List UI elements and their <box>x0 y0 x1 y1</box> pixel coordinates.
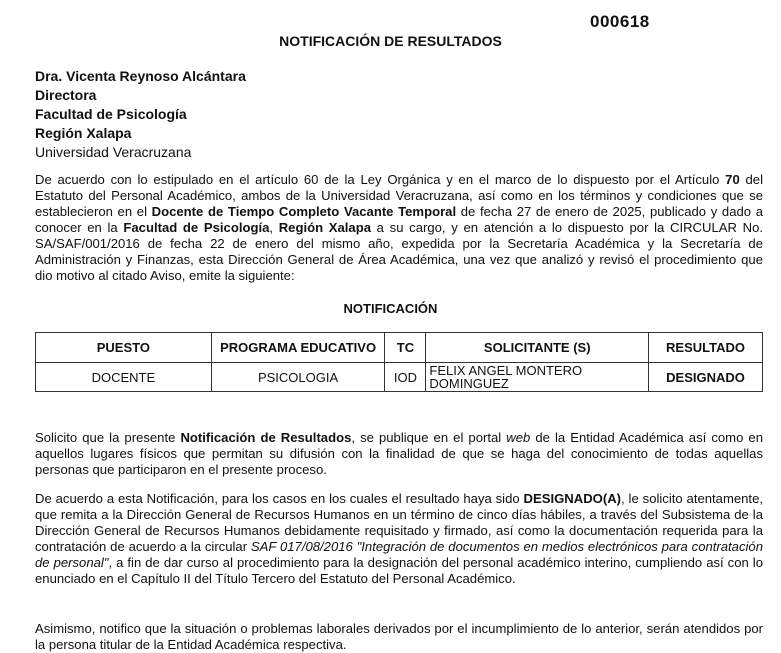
header-puesto: PUESTO <box>36 333 212 363</box>
publication-paragraph <box>35 430 763 478</box>
header-tc: TC <box>385 333 426 363</box>
cell-tc: IOD <box>385 363 426 392</box>
addressee-region: Región Xalapa <box>35 125 132 141</box>
text-run: De acuerdo a esta Notificación, para los casos en los cuales el resultado haya sido <box>35 491 524 506</box>
header-programa: PROGRAMA EDUCATIVO <box>211 333 385 363</box>
folio-number: 000618 <box>590 12 650 31</box>
cell-puesto: DOCENTE <box>36 363 212 392</box>
addressee-faculty: Facultad de Psicología <box>35 106 187 122</box>
text-run: De acuerdo con lo estipulado en el artículo 60 de la Ley Orgánica y en el marco de lo dispuesto por el Artículo <box>35 172 726 187</box>
text-run: , le solicito atentamente, que remita a la Dirección General de Recursos Humanos en un término de cinco días hábiles, a través del Subsistema de la Dirección General de Recursos Humanos debidamente requisitado y firmado, así como la documentación requerida para la contratación de acuerdo a la circular <box>35 491 763 554</box>
document-title: NOTIFICACIÓN DE RESULTADOS <box>279 33 502 49</box>
addressee-position: Directora <box>35 87 97 103</box>
table-header-row <box>36 333 763 363</box>
addressee-name: Dra. Vicenta Reynoso Alcántara <box>35 68 246 84</box>
text-run: del Estatuto del Personal Académico, ambos de la Universidad Veracruzana, así como en los términos y condiciones que se establecieron en el <box>35 172 763 219</box>
bold-run: 70 <box>725 172 740 187</box>
cell-programa: PSICOLOGIA <box>211 363 385 392</box>
section-subtitle: NOTIFICACIÓN <box>343 301 438 316</box>
cell-solicitante: FELIX ANGEL MONTERO DOMINGUEZ <box>426 363 649 392</box>
text-run: Solicito que la presente <box>35 430 181 445</box>
closing-paragraph: Asimismo, notifico que la situación o problemas laborales derivados por el incumplimiento de lo anterior, serán atendidos por la persona titular de la Entidad Académica respectiva. <box>35 621 763 652</box>
header-solicitante: SOLICITANTE (S) <box>426 333 649 363</box>
results-table <box>35 332 763 392</box>
bold-run: Región Xalapa <box>278 220 371 235</box>
bold-run: Docente de Tiempo Completo Vacante Temporal <box>151 204 457 219</box>
text-run: de la Entidad Académica así como en aquellos lugares físicos que permitan su difusión con la finalidad de que se haga del conocimiento de todas aquellas personas que participaron en el presente proceso. <box>35 430 763 477</box>
italic-run: web <box>506 430 531 445</box>
text-run: de fecha 27 de enero de 2025, publicado y dado a conocer en la <box>35 204 763 235</box>
italic-run: SAF 017/08/2016 "Integración de documentos en medios electrónicos para contratación de personal" <box>35 539 763 570</box>
text-run: , <box>269 220 279 235</box>
addressee-block <box>35 67 246 162</box>
text-run: a su cargo, y en atención a lo dispuesto por la CIRCULAR No. SA/SAF/001/2016 de fecha 22 de enero del mismo año, expedida por la Secretaría Académica y la Secretaría de Administración y Finanzas, esta Dirección General de Área Académica, una vez que analizó y revisó el procedimiento que dio motivo al citado Aviso, emite la siguiente: <box>35 220 763 283</box>
bold-run: Notificación de Resultados <box>180 430 352 445</box>
table-row <box>36 363 763 392</box>
addressee-university: Universidad Veracruzana <box>35 144 192 160</box>
cell-resultado: DESIGNADO <box>649 363 763 392</box>
instructions-paragraph <box>35 491 763 587</box>
header-resultado: RESULTADO <box>649 333 763 363</box>
text-run: , se publique en el portal <box>351 430 507 445</box>
bold-run: DESIGNADO(A) <box>523 491 622 506</box>
text-run: , a fin de dar curso al procedimiento para la designación del personal académico interino, cumpliendo así con lo enunciado en el Capítulo II del Título Tercero del Estatuto del Personal Académico. <box>35 555 763 586</box>
intro-paragraph <box>35 172 763 284</box>
bold-run: Facultad de Psicología <box>123 220 270 235</box>
